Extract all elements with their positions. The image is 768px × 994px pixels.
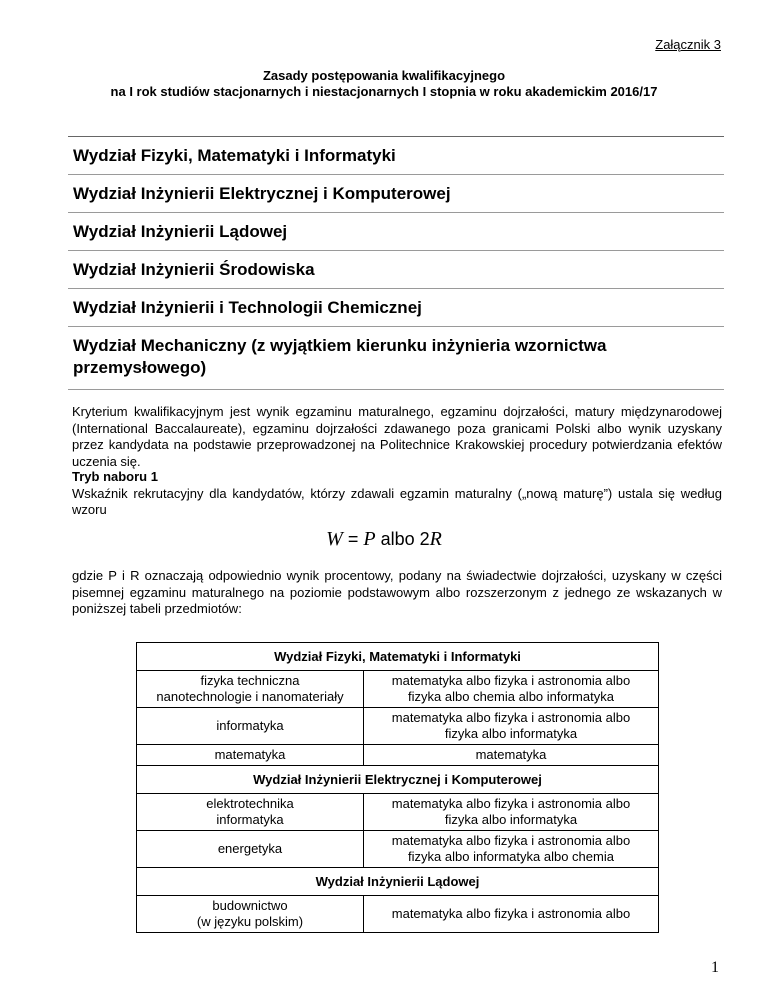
faculty-list: [68, 136, 724, 390]
criterion-paragraph: Kryterium kwalifikacyjnym jest wynik egzaminu maturalnego, egzaminu dojrzałości, matury międzynarodowej (International Baccalaureate), egzaminu dojrzałości zdawanego poza granicami Polski albo wynik uzyskany przez kandydata na podstawie przeprowadzonej na Politechnice Krakowskiej procedury potwierdzania efektów uczenia się.: [72, 404, 722, 469]
table-cell-subjects: matematyka: [364, 745, 659, 766]
formula: [0, 528, 768, 551]
formula-albo: albo 2: [380, 529, 430, 549]
table-row: [137, 794, 659, 831]
table-row: [137, 671, 659, 708]
recruitment-mode-text: Wskaźnik rekrutacyjny dla kandydatów, którzy zdawali egzamin maturalny („nową maturę”) ustala się według wzoru: [72, 485, 722, 517]
table-cell-field: energetyka: [137, 831, 364, 868]
table-row: [137, 708, 659, 745]
table-row: [137, 745, 659, 766]
recruitment-mode: [72, 469, 722, 519]
table-cell-field: elektrotechnika informatyka: [137, 794, 364, 831]
header-line-1: Zasady postępowania kwalifikacyjnego: [262, 68, 506, 83]
formula-r: R: [429, 528, 442, 550]
faculty-heading: Wydział Inżynierii Środowiska: [68, 250, 724, 288]
attachment-label: Załącznik 3: [655, 37, 721, 52]
faculty-heading: Wydział Fizyki, Matematyki i Informatyki: [68, 136, 724, 174]
table-section-heading: Wydział Fizyki, Matematyki i Informatyki: [137, 643, 659, 671]
table-cell-field: budownictwo (w języku polskim): [137, 896, 364, 933]
table-section-heading: Wydział Inżynierii Elektrycznej i Komputerowej: [137, 766, 659, 794]
header-line-2: na I rok studiów stacjonarnych i niestacjonarnych I stopnia w roku akademickim 2016/17: [110, 84, 658, 99]
table-cell-subjects: matematyka albo fizyka i astronomia albo fizyka albo informatyka: [364, 794, 659, 831]
table-cell-field: informatyka: [137, 708, 364, 745]
faculty-heading: Wydział Mechaniczny (z wyjątkiem kierunku inżynieria wzornictwa przemysłowego): [68, 326, 724, 390]
page-number: 1: [711, 959, 719, 976]
requirements-table: [136, 642, 659, 933]
formula-w: W: [326, 528, 343, 550]
faculty-heading: Wydział Inżynierii Lądowej: [68, 212, 724, 250]
formula-equals: =: [347, 529, 359, 549]
recruitment-mode-title: Tryb naboru 1: [72, 469, 158, 484]
table-cell-subjects: matematyka albo fizyka i astronomia albo fizyka albo informatyka albo chemia: [364, 831, 659, 868]
table-row: [137, 896, 659, 933]
table-cell-field: fizyka techniczna nanotechnologie i nanomateriały: [137, 671, 364, 708]
explanation-paragraph: gdzie P i R oznaczają odpowiednio wynik procentowy, podany na świadectwie dojrzałości, uzyskany w części pisemnej egzaminu maturalnego na poziomie podstawowym albo rozszerzonym z jednego ze wskazanych w poniższej tabeli przedmiotów:: [72, 568, 722, 616]
table-cell-subjects: matematyka albo fizyka i astronomia albo: [364, 896, 659, 933]
table-cell-subjects: matematyka albo fizyka i astronomia albo fizyka albo informatyka: [364, 708, 659, 745]
faculty-heading: Wydział Inżynierii i Technologii Chemicznej: [68, 288, 724, 326]
formula-p: P: [363, 528, 376, 550]
document-header: [0, 68, 768, 100]
table-cell-subjects: matematyka albo fizyka i astronomia albo fizyka albo chemia albo informatyka: [364, 671, 659, 708]
faculty-heading: Wydział Inżynierii Elektrycznej i Komputerowej: [68, 174, 724, 212]
table-row: [137, 831, 659, 868]
table-cell-field: matematyka: [137, 745, 364, 766]
table-section-heading: Wydział Inżynierii Lądowej: [137, 868, 659, 896]
